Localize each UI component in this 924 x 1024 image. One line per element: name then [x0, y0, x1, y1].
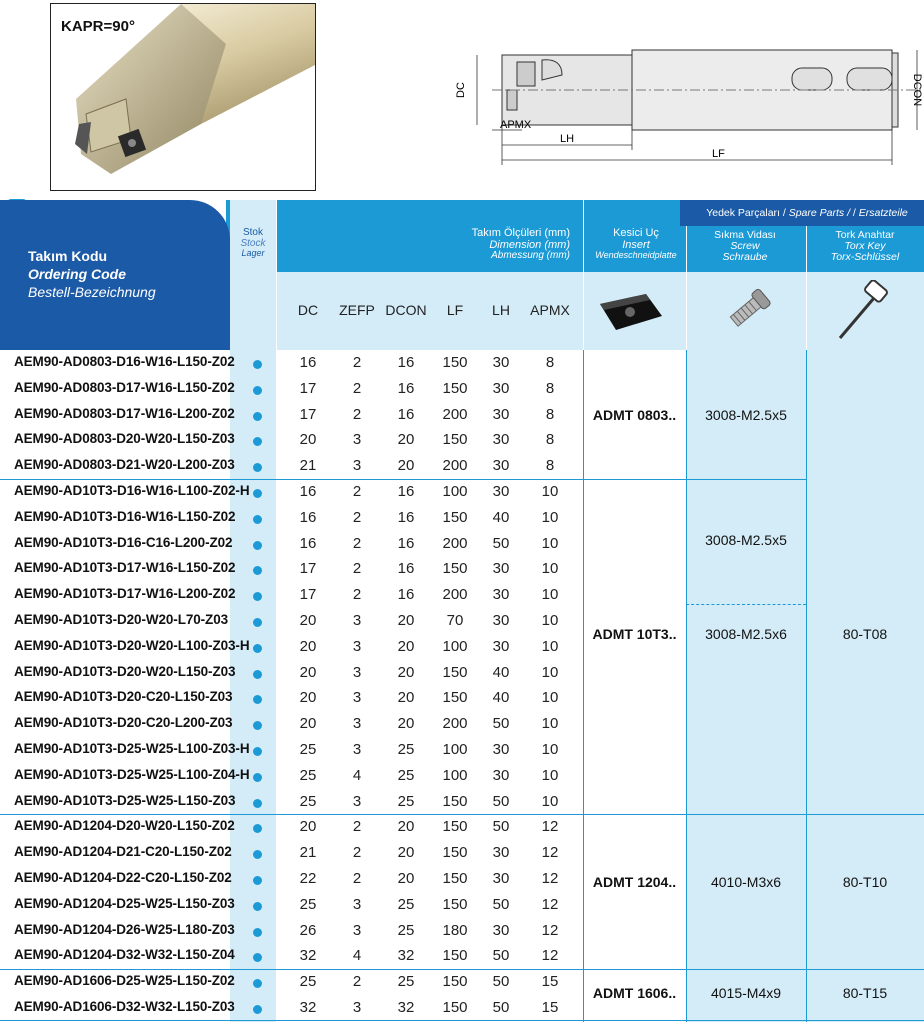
dimension-cell-apmx: 10: [541, 637, 559, 655]
dimension-cell-apmx: 8: [545, 405, 555, 423]
dimension-cell-lh: 30: [492, 431, 510, 449]
dimension-cell-dc: 32: [299, 947, 317, 965]
screw-header: Sıkma Vidası Screw Schraube: [714, 229, 776, 264]
dimension-cell-dcon: 20: [397, 637, 415, 655]
dimension-cell-lf: 200: [442, 457, 468, 475]
stock-indicator: [253, 850, 262, 859]
dimension-cell-dcon: 16: [397, 379, 415, 397]
dimension-cell-lf: 100: [442, 637, 468, 655]
dimension-cell-zefp: 2: [352, 818, 362, 836]
dimension-cell-zefp: 3: [352, 792, 362, 810]
key-t15: 80-T15: [842, 985, 888, 1001]
ordering-code: AEM90-AD1204-D32-W32-L150-Z04: [14, 947, 235, 963]
dimension-cell-lh: 50: [492, 792, 510, 810]
dimension-cell-dc: 17: [299, 560, 317, 578]
ordering-code-en: Ordering Code: [28, 266, 127, 282]
ordering-code: AEM90-AD0803-D21-W20-L200-Z03: [14, 457, 235, 473]
ordering-code: AEM90-AD10T3-D25-W25-L100-Z03-H: [14, 741, 250, 756]
dimension-cell-dcon: 32: [397, 999, 415, 1016]
ordering-code: AEM90-AD10T3-D20-W20-L150-Z03: [14, 663, 236, 679]
table-row: [0, 428, 924, 454]
col-dcon: DCON: [385, 302, 427, 318]
key-t08: 80-T08: [842, 626, 888, 642]
table-row: [0, 738, 924, 764]
stock-indicator: [253, 489, 262, 498]
dimension-cell-lh: 30: [492, 637, 510, 655]
table-row: [0, 893, 924, 919]
dimension-cell-lh: 30: [492, 844, 510, 862]
ordering-code: AEM90-AD1606-D25-W25-L150-Z02: [14, 973, 235, 989]
dimension-cell-lf: 100: [442, 741, 468, 758]
stock-indicator: [253, 953, 262, 962]
stock-indicator: [253, 1005, 262, 1014]
ordering-code: AEM90-AD10T3-D25-W25-L150-Z03: [14, 792, 236, 808]
dimension-cell-zefp: 3: [352, 715, 362, 733]
dimension-cell-apmx: 10: [541, 741, 559, 758]
dimension-cell-apmx: 8: [545, 354, 555, 371]
table-row: [0, 661, 924, 687]
dimension-cell-dcon: 25: [397, 895, 415, 913]
dimension-cell-apmx: 12: [541, 844, 559, 862]
dimension-cell-dcon: 25: [397, 792, 415, 810]
table-row: [0, 712, 924, 738]
ordering-code: AEM90-AD1204-D26-W25-L180-Z03: [14, 921, 235, 937]
dimension-cell-apmx: 12: [541, 818, 559, 836]
screw-1606: 4015-M4x9: [710, 985, 782, 1001]
dimension-cell-zefp: 2: [352, 870, 362, 887]
dimension-cell-lf: 150: [442, 354, 468, 371]
torx-key-icon: [832, 280, 892, 344]
dimension-cell-apmx: 15: [541, 999, 559, 1016]
dimension-cell-dc: 25: [299, 792, 317, 810]
dimension-cell-apmx: 10: [541, 715, 559, 733]
dimension-cell-lf: 200: [442, 534, 468, 552]
dimension-cell-lf: 100: [442, 483, 468, 500]
dimension-cell-dc: 17: [299, 379, 317, 397]
stock-indicator: [253, 644, 262, 653]
dimension-cell-lh: 30: [492, 612, 510, 629]
dimension-cell-lf: 200: [442, 405, 468, 423]
ordering-code: AEM90-AD1204-D25-W25-L150-Z03: [14, 895, 235, 911]
ordering-code: AEM90-AD10T3-D20-W20-L100-Z03-H: [14, 637, 250, 653]
table-row: [0, 764, 924, 790]
dimension-cell-zefp: 2: [352, 354, 362, 371]
dimension-cell-lf: 150: [442, 870, 468, 887]
screw-10t3-a: 3008-M2.5x5: [705, 532, 787, 548]
dimension-cell-lf: 150: [442, 818, 468, 836]
col-lf: LF: [446, 302, 464, 318]
dimension-cell-apmx: 10: [541, 508, 559, 526]
dimension-cell-zefp: 2: [352, 973, 362, 991]
dimension-cell-lh: 40: [492, 689, 510, 707]
dimension-cell-dc: 20: [299, 612, 317, 629]
table-row: [0, 351, 924, 377]
stock-indicator: [253, 799, 262, 808]
stock-indicator: [253, 928, 262, 937]
dimension-cell-lf: 150: [442, 508, 468, 526]
dimension-cell-apmx: 12: [541, 921, 559, 939]
ordering-code-header: [0, 200, 230, 350]
dimension-cell-lh: 50: [492, 999, 510, 1016]
table-row: [0, 919, 924, 945]
dimension-cell-dc: 22: [299, 870, 317, 887]
dimension-cell-zefp: 3: [352, 999, 362, 1016]
dimension-cell-zefp: 3: [352, 637, 362, 655]
dimension-cell-dc: 20: [299, 431, 317, 449]
kapr-label: KAPR=90°: [61, 18, 135, 35]
dimension-cell-lh: 50: [492, 895, 510, 913]
dimension-cell-lf: 200: [442, 586, 468, 604]
stock-indicator: [253, 515, 262, 524]
dimension-cell-lf: 150: [442, 999, 468, 1016]
stock-indicator: [253, 437, 262, 446]
ordering-code: AEM90-AD0803-D20-W20-L150-Z03: [14, 431, 235, 447]
table-row: [0, 480, 924, 506]
stock-indicator: [253, 618, 262, 627]
dimension-cell-zefp: 2: [352, 844, 362, 862]
table-row: [0, 454, 924, 480]
dimension-cell-zefp: 4: [352, 766, 362, 784]
insert-1606: ADMT 1606..: [592, 985, 677, 1001]
dimension-cell-lh: 30: [492, 766, 510, 784]
dimension-cell-zefp: 4: [352, 947, 362, 965]
dimension-cell-zefp: 3: [352, 663, 362, 681]
dimension-cell-dcon: 20: [397, 663, 415, 681]
ordering-code: AEM90-AD0803-D16-W16-L150-Z02: [14, 354, 235, 369]
dimension-cell-dcon: 16: [397, 483, 415, 500]
apmx-label: APMX: [500, 119, 532, 131]
dimension-cell-lf: 100: [442, 766, 468, 784]
dimension-cell-dcon: 25: [397, 973, 415, 991]
dimension-cell-dcon: 16: [397, 586, 415, 604]
dimension-cell-dcon: 32: [397, 947, 415, 965]
dimension-cell-dc: 20: [299, 818, 317, 836]
dimension-cell-zefp: 3: [352, 612, 362, 629]
product-table: [0, 350, 924, 1022]
stock-indicator: [253, 566, 262, 575]
dimension-cell-zefp: 3: [352, 921, 362, 939]
dimension-header: Takım Ölçüleri (mm) Dimension (mm) Abmessung (mm): [471, 227, 570, 262]
insert-0803: ADMT 0803..: [592, 407, 677, 423]
stock-indicator: [253, 876, 262, 885]
dimension-cell-dc: 32: [299, 999, 317, 1016]
stock-indicator: [253, 386, 262, 395]
table-row: [0, 686, 924, 712]
dimension-cell-zefp: 2: [352, 379, 362, 397]
dimension-cell-zefp: 2: [352, 508, 362, 526]
dcon-label: DCON: [911, 73, 923, 107]
dimension-cell-zefp: 2: [352, 586, 362, 604]
dimension-cell-zefp: 2: [352, 534, 362, 552]
dimension-cell-dc: 16: [299, 534, 317, 552]
stock-indicator: [253, 747, 262, 756]
dimension-cell-apmx: 12: [541, 895, 559, 913]
ordering-code: AEM90-AD1204-D21-C20-L150-Z02: [14, 844, 232, 860]
dimension-cell-zefp: 3: [352, 431, 362, 449]
stock-indicator: [253, 670, 262, 679]
dimension-cell-apmx: 10: [541, 534, 559, 552]
screw-0803: 3008-M2.5x5: [705, 407, 787, 423]
dimension-cell-apmx: 10: [541, 586, 559, 604]
ordering-code: AEM90-AD1204-D22-C20-L150-Z02: [14, 870, 232, 885]
ordering-code-tr: Takım Kodu: [28, 248, 108, 264]
dimension-cell-lh: 30: [492, 457, 510, 475]
dimension-cell-lf: 150: [442, 844, 468, 862]
dimension-cell-dcon: 25: [397, 921, 415, 939]
stock-indicator: [253, 902, 262, 911]
insert-icon: [596, 292, 666, 332]
col-zefp: ZEFP: [339, 302, 375, 318]
dimension-cell-lf: 150: [442, 379, 468, 397]
stock-indicator: [253, 541, 262, 550]
ordering-code: AEM90-AD1204-D20-W20-L150-Z02: [14, 818, 235, 834]
ordering-code: AEM90-AD10T3-D17-W16-L200-Z02: [14, 586, 236, 602]
dimension-cell-apmx: 12: [541, 947, 559, 965]
dimension-cell-dcon: 20: [397, 818, 415, 836]
stock-indicator: [253, 721, 262, 730]
dimension-cell-dcon: 16: [397, 354, 415, 371]
product-photo: [50, 3, 316, 191]
dimension-cell-apmx: 12: [541, 870, 559, 887]
stock-indicator: [253, 412, 262, 421]
dimension-cell-lh: 30: [492, 379, 510, 397]
dimension-cell-zefp: 2: [352, 560, 362, 578]
screw-icon: [718, 280, 778, 340]
dimension-cell-apmx: 10: [541, 560, 559, 578]
dimension-cell-lf: 70: [446, 612, 464, 629]
dimension-cell-dc: 21: [299, 457, 317, 475]
col-dc: DC: [297, 302, 319, 318]
dimension-cell-zefp: 3: [352, 741, 362, 758]
table-row: [0, 377, 924, 403]
dimension-cell-apmx: 10: [541, 663, 559, 681]
dimension-cell-lf: 150: [442, 792, 468, 810]
insert-header: Kesici Uç Insert Wendeschneidplatte: [595, 227, 677, 261]
dimension-cell-dcon: 20: [397, 870, 415, 887]
dimension-cell-lh: 50: [492, 947, 510, 965]
col-apmx: APMX: [530, 302, 570, 318]
dimension-cell-lh: 50: [492, 534, 510, 552]
ordering-code: AEM90-AD0803-D17-W16-L200-Z02: [14, 405, 235, 421]
ordering-code: AEM90-AD10T3-D16-C16-L200-Z02: [14, 534, 233, 550]
dimension-cell-apmx: 10: [541, 689, 559, 707]
dimension-cell-lh: 50: [492, 715, 510, 733]
dimension-cell-dc: 25: [299, 766, 317, 784]
ordering-code: AEM90-AD10T3-D25-W25-L100-Z04-H: [14, 766, 250, 782]
dc-label: DC: [455, 82, 467, 98]
stock-indicator: [253, 773, 262, 782]
dimension-cell-apmx: 8: [545, 379, 555, 397]
dimension-cell-lf: 200: [442, 715, 468, 733]
lh-label: LH: [560, 133, 575, 145]
dimension-cell-dc: 25: [299, 973, 317, 991]
dimension-cell-apmx: 10: [541, 766, 559, 784]
insert-10t3: ADMT 10T3..: [592, 626, 677, 642]
dimension-cell-dcon: 20: [397, 457, 415, 475]
dimension-cell-dc: 17: [299, 405, 317, 423]
technical-drawing: [452, 30, 924, 180]
table-row: [0, 583, 924, 609]
dimension-cell-lh: 30: [492, 741, 510, 758]
dimension-cell-apmx: 8: [545, 457, 555, 475]
dimension-cell-dcon: 25: [397, 766, 415, 784]
dimension-cell-lh: 30: [492, 586, 510, 604]
dimension-cell-lf: 150: [442, 973, 468, 991]
dimension-cell-dc: 25: [299, 895, 317, 913]
ordering-code-de: Bestell-Bezeichnung: [28, 284, 156, 300]
lf-label: LF: [712, 148, 725, 160]
ordering-code: AEM90-AD10T3-D20-W20-L70-Z03: [14, 612, 229, 627]
dimension-cell-dc: 21: [299, 844, 317, 862]
dimension-cell-lf: 150: [442, 947, 468, 965]
dimension-cell-zefp: 3: [352, 689, 362, 707]
ordering-code: AEM90-AD10T3-D17-W16-L150-Z02: [14, 560, 236, 576]
spare-parts-header: Yedek Parçaları / Spare Parts / / Ersatzteile: [706, 207, 908, 219]
table-row: [0, 944, 924, 970]
dimension-cell-dc: 16: [299, 483, 317, 500]
dimension-cell-dcon: 16: [397, 560, 415, 578]
stock-indicator: [253, 360, 262, 369]
stock-indicator: [253, 592, 262, 601]
dimension-cell-dcon: 20: [397, 689, 415, 707]
dimension-cell-dcon: 20: [397, 715, 415, 733]
table-row: [0, 557, 924, 583]
dimension-cell-lh: 40: [492, 663, 510, 681]
dimension-cell-lh: 50: [492, 818, 510, 836]
dimension-cell-zefp: 3: [352, 895, 362, 913]
dimension-cell-dcon: 20: [397, 612, 415, 629]
insert-1204: ADMT 1204..: [592, 874, 677, 890]
stock-indicator: [253, 463, 262, 472]
dimension-cell-dcon: 20: [397, 844, 415, 862]
table-row: [0, 506, 924, 532]
dimension-cell-apmx: 10: [541, 792, 559, 810]
col-lh: LH: [492, 302, 510, 318]
dimension-cell-lf: 150: [442, 895, 468, 913]
stock-header-bg: [230, 200, 276, 350]
dimension-cell-dc: 20: [299, 689, 317, 707]
stock-indicator: [253, 695, 262, 704]
dimension-cell-dc: 26: [299, 921, 317, 939]
dimension-cell-lh: 30: [492, 560, 510, 578]
dimension-cell-dc: 20: [299, 637, 317, 655]
table-row: [0, 815, 924, 841]
ordering-code: AEM90-AD0803-D17-W16-L150-Z02: [14, 379, 235, 395]
dimension-cell-apmx: 10: [541, 483, 559, 500]
dimension-cell-zefp: 2: [352, 405, 362, 423]
stock-header: Stok Stock Lager: [240, 227, 266, 258]
dimension-cell-lh: 30: [492, 483, 510, 500]
table-row: [0, 790, 924, 816]
dimension-cell-zefp: 2: [352, 483, 362, 500]
dimension-cell-lh: 30: [492, 354, 510, 371]
dimension-cell-lh: 30: [492, 921, 510, 939]
dimension-cell-apmx: 10: [541, 612, 559, 629]
dimension-cell-lh: 50: [492, 973, 510, 991]
key-t10: 80-T10: [842, 874, 888, 890]
dimension-cell-zefp: 3: [352, 457, 362, 475]
dimension-cell-lf: 150: [442, 560, 468, 578]
ordering-code: AEM90-AD10T3-D20-C20-L200-Z03: [14, 715, 233, 731]
dimension-cell-lh: 30: [492, 870, 510, 887]
key-header: Tork Anahtar Torx Key Torx-Schlüssel: [830, 229, 900, 264]
dimension-cell-dc: 17: [299, 586, 317, 604]
dimension-cell-lh: 40: [492, 508, 510, 526]
dimension-cell-dcon: 16: [397, 508, 415, 526]
dimension-cell-apmx: 8: [545, 431, 555, 449]
dimension-cell-lf: 150: [442, 431, 468, 449]
table-row: [0, 841, 924, 867]
screw-1204: 4010-M3x6: [710, 874, 782, 890]
dimension-cell-dcon: 20: [397, 431, 415, 449]
dimension-cell-lf: 180: [442, 921, 468, 939]
stock-indicator: [253, 979, 262, 988]
dimension-cell-dc: 25: [299, 741, 317, 758]
stock-indicator: [253, 824, 262, 833]
ordering-code: AEM90-AD10T3-D20-C20-L150-Z03: [14, 689, 233, 705]
dimension-cell-dc: 16: [299, 508, 317, 526]
dimension-cell-dc: 20: [299, 663, 317, 681]
dimension-cell-apmx: 15: [541, 973, 559, 991]
dimension-cell-lf: 150: [442, 689, 468, 707]
ordering-code: AEM90-AD10T3-D16-W16-L100-Z02-H: [14, 483, 250, 498]
ordering-code: AEM90-AD1606-D32-W32-L150-Z03: [14, 999, 235, 1014]
screw-10t3-b: 3008-M2.5x6: [705, 626, 787, 642]
dimension-cell-lf: 150: [442, 663, 468, 681]
ordering-code: AEM90-AD10T3-D16-W16-L150-Z02: [14, 508, 236, 524]
dimension-cell-dc: 16: [299, 354, 317, 371]
dimension-cell-dcon: 16: [397, 405, 415, 423]
dimension-cell-dcon: 25: [397, 741, 415, 758]
dimension-cell-dcon: 16: [397, 534, 415, 552]
dimension-cell-lh: 30: [492, 405, 510, 423]
dimension-cell-dc: 20: [299, 715, 317, 733]
